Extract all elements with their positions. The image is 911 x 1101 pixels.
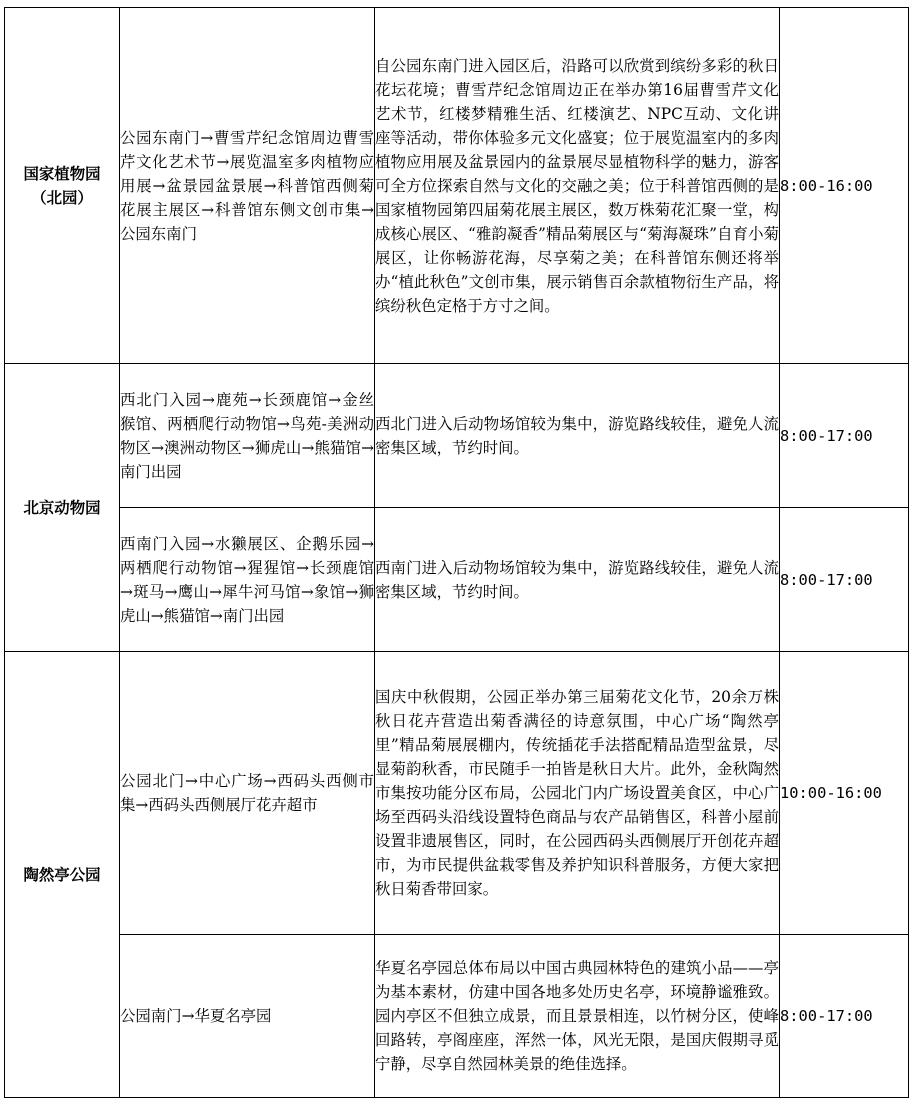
route-text: 公园北门→中心广场→西码头西侧市集→西码头西侧展厅花卉超市 bbox=[120, 772, 374, 814]
description-text: 西南门进入后动物场馆较为集中，游览路线较佳，避免人流密集区域，节约时间。 bbox=[375, 558, 779, 601]
description-cell bbox=[375, 508, 780, 652]
route-text: 西北门入园→鹿苑→长颈鹿馆→金丝猴馆、两栖爬行动物馆→鸟苑-美洲动物区→澳洲动物区→狮虎山→熊猫馆→南门出园 bbox=[120, 390, 374, 481]
table-row bbox=[5, 935, 909, 1098]
park-name-cell bbox=[5, 652, 120, 1098]
route-cell bbox=[120, 652, 375, 935]
route-cell bbox=[120, 508, 375, 652]
description-cell bbox=[375, 8, 780, 364]
description-text: 西北门进入后动物场馆较为集中，游览路线较佳，避免人流密集区域，节约时间。 bbox=[375, 414, 779, 457]
route-text: 公园南门→华夏名亭园 bbox=[120, 1007, 272, 1025]
description-text: 国庆中秋假期，公园正举办第三届菊花文化节，20余万株秋日花卉营造出菊香满径的诗意氛围，中心广场“陶然亭里”精品菊展展棚内，传统插花手法搭配精品造型盆景，尽显菊韵秋香，市民随手一拍皆是秋日大片。此外，金秋陶然市集按功能分区布局，公园北门内广场设置美食区，中心广场至西码头沿线设置特色商品与农产品销售区，科普小屋前设置非遗展售区，同时，在公园西码头西侧展厅开创花卉超市，为市民提供盆栽零售及养护知识科普服务，方便大家把秋日菊香带回家。 bbox=[375, 688, 779, 898]
route-cell bbox=[120, 364, 375, 508]
table-row bbox=[5, 8, 909, 364]
opening-hours: 8:00-17:00 bbox=[780, 426, 873, 445]
park-route-table bbox=[4, 7, 909, 1098]
opening-hours: 8:00-17:00 bbox=[780, 570, 873, 589]
hours-cell bbox=[780, 652, 909, 935]
hours-cell bbox=[780, 364, 909, 508]
table-row bbox=[5, 652, 909, 935]
route-text: 西南门入园→水獭展区、企鹅乐园→两栖爬行动物馆→猩猩馆→长颈鹿馆→斑马→鹰山→犀牛河马馆→象馆→狮虎山→熊猫馆→南门出园 bbox=[120, 534, 374, 625]
opening-hours: 10:00-16:00 bbox=[780, 784, 882, 802]
description-text: 自公园东南门进入园区后，沿路可以欣赏到缤纷多彩的秋日花坛花境；曹雪芹纪念馆周边正在举办第16届曹雪芹文化艺术节，红楼梦精雅生活、红楼演艺、NPC互动、文化讲座等活动，带你体验多元文化盛宴；位于展览温室内的多肉植物应用展及盆景园内的盆景展尽显植物科学的魅力，游客可全方位探索自然与文化的交融之美；位于科普馆西侧的是国家植物园第四届菊花展主展区，数万株菊花汇聚一堂，构成核心展区、“雅韵凝香”精品菊展区与“菊海凝珠”自育小菊展区，让你畅游花海，尽享菊之美；在科普馆东侧还将举办“植此秋色”文创市集，展示销售百余款植物衍生产品，将缤纷秋色定格于方寸之间。 bbox=[375, 56, 779, 315]
hours-cell bbox=[780, 935, 909, 1098]
opening-hours: 8:00-16:00 bbox=[780, 176, 873, 195]
hours-cell bbox=[780, 8, 909, 364]
description-cell bbox=[375, 652, 780, 935]
opening-hours: 8:00-17:00 bbox=[780, 1007, 873, 1025]
route-cell bbox=[120, 935, 375, 1098]
route-cell bbox=[120, 8, 375, 364]
park-name: 陶然亭公园 bbox=[23, 865, 101, 884]
description-cell bbox=[375, 935, 780, 1098]
park-name-cell bbox=[5, 8, 120, 364]
table-row bbox=[5, 508, 909, 652]
park-name: 国家植物园 （北园） bbox=[23, 164, 101, 207]
park-name: 北京动物园 bbox=[23, 498, 101, 517]
description-text: 华夏名亭园总体布局以中国古典园林特色的建筑小品——亭为基本素材，仿建中国各地多处历史名亭，环境静谧雅致。园内亭区不但独立成景，而且景景相连，以竹树分区，使峰回路转，亭阁座座，浑然一体，风光无限，是国庆假期寻觅宁静，尽享自然园林美景的绝佳选择。 bbox=[375, 959, 779, 1073]
route-text: 公园东南门→曹雪芹纪念馆周边曹雪芹文化艺术节→展览温室多肉植物应用展→盆景园盆景展→科普馆西侧菊花展主展区→科普馆东侧文创市集→公园东南门 bbox=[120, 128, 374, 243]
park-name-cell bbox=[5, 364, 120, 652]
hours-cell bbox=[780, 508, 909, 652]
description-cell bbox=[375, 364, 780, 508]
table-row bbox=[5, 364, 909, 508]
